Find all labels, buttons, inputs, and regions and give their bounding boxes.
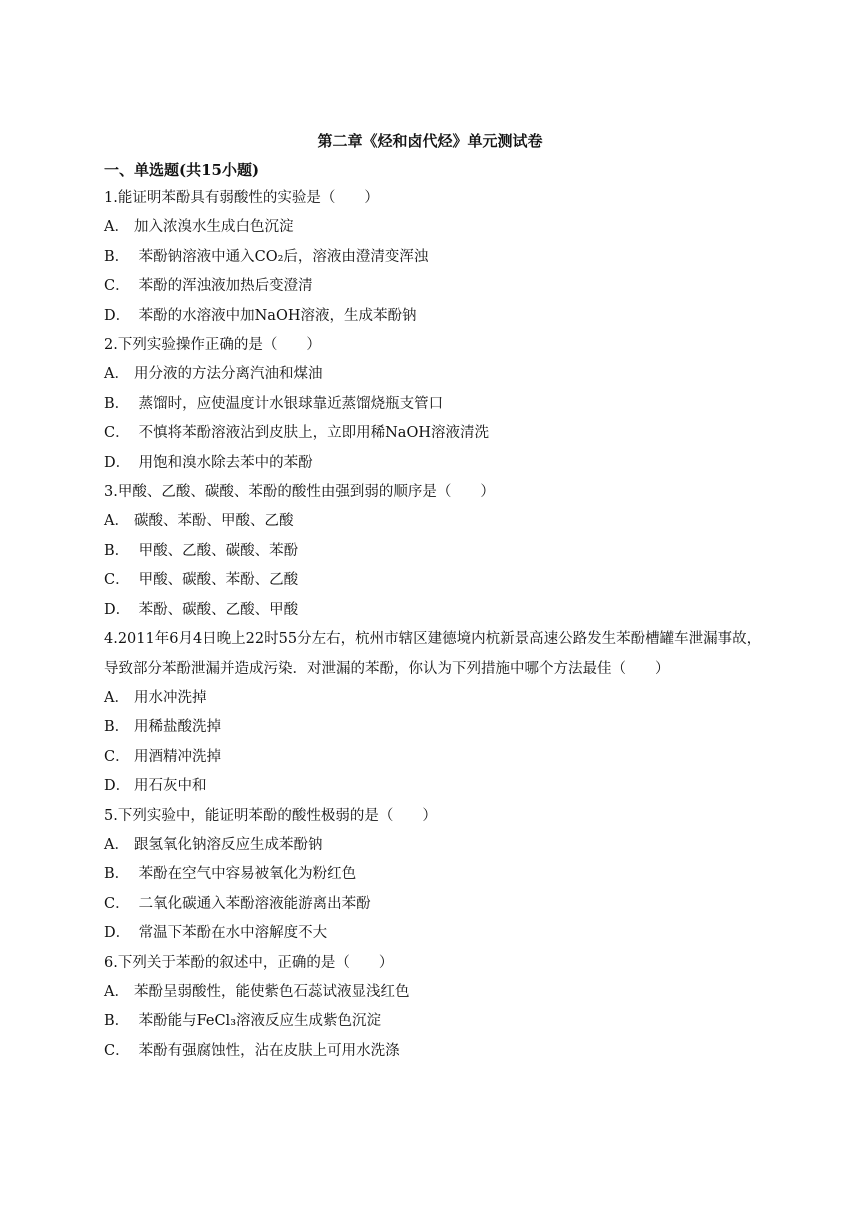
option-d [104,302,764,331]
option-text: 常温下苯酚在水中溶解度不大 [134,925,328,942]
option-text: 苯酚的浑浊液加热后变澄清 [134,278,313,295]
option-letter: D． [104,601,131,618]
question-5 [104,802,764,949]
option-c [104,272,764,301]
option-text: 不慎将苯酚溶液沾到皮肤上，立即用稀NaOH溶液清洗 [134,425,489,442]
option-text: 二氧化碳通入苯酚溶液能游离出苯酚 [134,895,371,912]
option-text: 甲酸、碳酸、苯酚、乙酸 [134,572,299,589]
option-d [104,772,764,801]
option-d [104,919,764,948]
option-text: 用石灰中和 [134,778,207,795]
option-text: 用水冲洗掉 [134,689,207,706]
option-c [104,566,764,595]
option-a [104,360,764,389]
option-letter: A． [104,366,129,383]
option-letter: A． [104,513,129,530]
option-letter: B． [104,248,130,265]
option-text: 跟氢氧化钠溶反应生成苯酚钠 [134,836,323,853]
question-stem: 5.下列实验中，能证明苯酚的酸性极弱的是（ ） [104,807,437,824]
question-6 [104,949,764,1067]
option-letter: D． [104,925,131,942]
question-3 [104,478,764,625]
option-b [104,390,764,419]
option-b [104,537,764,566]
option-letter: B． [104,719,130,736]
option-c [104,743,764,772]
option-text: 蒸馏时，应使温度计水银球靠近蒸馏烧瓶支管口 [134,395,444,412]
option-letter: C． [104,278,130,295]
question-2 [104,331,764,478]
option-text: 用稀盐酸洗掉 [134,719,221,736]
option-text: 用饱和溴水除去苯中的苯酚 [134,454,313,471]
option-b [104,860,764,889]
option-letter: B． [104,542,130,559]
option-a [104,831,764,860]
option-letter: A． [104,836,129,853]
question-stem: 3.甲酸、乙酸、碳酸、苯酚的酸性由强到弱的顺序是（ ） [104,484,495,501]
option-text: 苯酚在空气中容易被氧化为粉红色 [134,866,357,883]
option-letter: B． [104,395,130,412]
option-a [104,978,764,1007]
option-text: 苯酚、碳酸、乙酸、甲酸 [134,601,299,618]
question-1 [104,184,764,331]
option-b [104,713,764,742]
question-stem: 6.下列关于苯酚的叙述中，正确的是（ ） [104,954,394,971]
option-text: 苯酚的水溶液中加NaOH溶液，生成苯酚钠 [134,307,417,324]
question-stem: 1.能证明苯酚具有弱酸性的实验是（ ） [104,190,379,206]
option-letter: C． [104,748,130,765]
option-text: 用酒精冲洗掉 [134,748,221,765]
option-letter: C． [104,572,130,589]
option-c [104,1037,764,1066]
option-letter: D． [104,778,131,795]
option-a [104,507,764,536]
option-letter: C． [104,895,130,912]
question-stem: 4.2011年6月4日晚上22时55分左右，杭州市辖区建德境内杭新景高速公路发生苯酚槽罐车泄漏事故，导致部分苯酚泄漏并造成污染．对泄漏的苯酚，你认为下列措施中哪个方法最佳（ ） [104,631,762,677]
section-heading: 一、单选题(共15小题) [104,161,260,179]
option-text: 苯酚有强腐蚀性，沾在皮肤上可用水洗涤 [134,1042,400,1059]
option-text: 苯酚能与FeCl₃溶液反应生成紫色沉淀 [134,1013,382,1030]
option-text: 碳酸、苯酚、甲酸、乙酸 [134,513,294,530]
option-text: 加入浓溴水生成白色沉淀 [134,219,294,236]
option-d [104,596,764,625]
option-c [104,419,764,448]
option-letter: C． [104,425,130,442]
option-d [104,449,764,478]
option-text: 苯酚钠溶液中通入CO₂后，溶液由澄清变浑浊 [134,248,429,265]
question-list [104,184,764,1066]
option-text: 用分液的方法分离汽油和煤油 [134,366,323,383]
option-b [104,1007,764,1036]
option-text: 苯酚呈弱酸性，能使紫色石蕊试液显浅红色 [134,983,410,1000]
option-c [104,890,764,919]
option-a [104,213,764,242]
option-a [104,684,764,713]
option-b [104,243,764,272]
option-letter: A． [104,689,129,706]
option-letter: B． [104,1013,130,1030]
page-title: 第二章《烃和卤代烃》单元测试卷 [317,132,543,150]
option-letter: B． [104,866,130,883]
option-letter: D． [104,454,131,471]
question-stem: 2.下列实验操作正确的是（ ） [104,337,321,354]
option-letter: D． [104,307,131,324]
option-letter: C． [104,1042,130,1059]
option-letter: A． [104,219,129,236]
question-4 [104,625,764,801]
option-text: 甲酸、乙酸、碳酸、苯酚 [134,542,299,559]
option-letter: A． [104,983,129,1000]
